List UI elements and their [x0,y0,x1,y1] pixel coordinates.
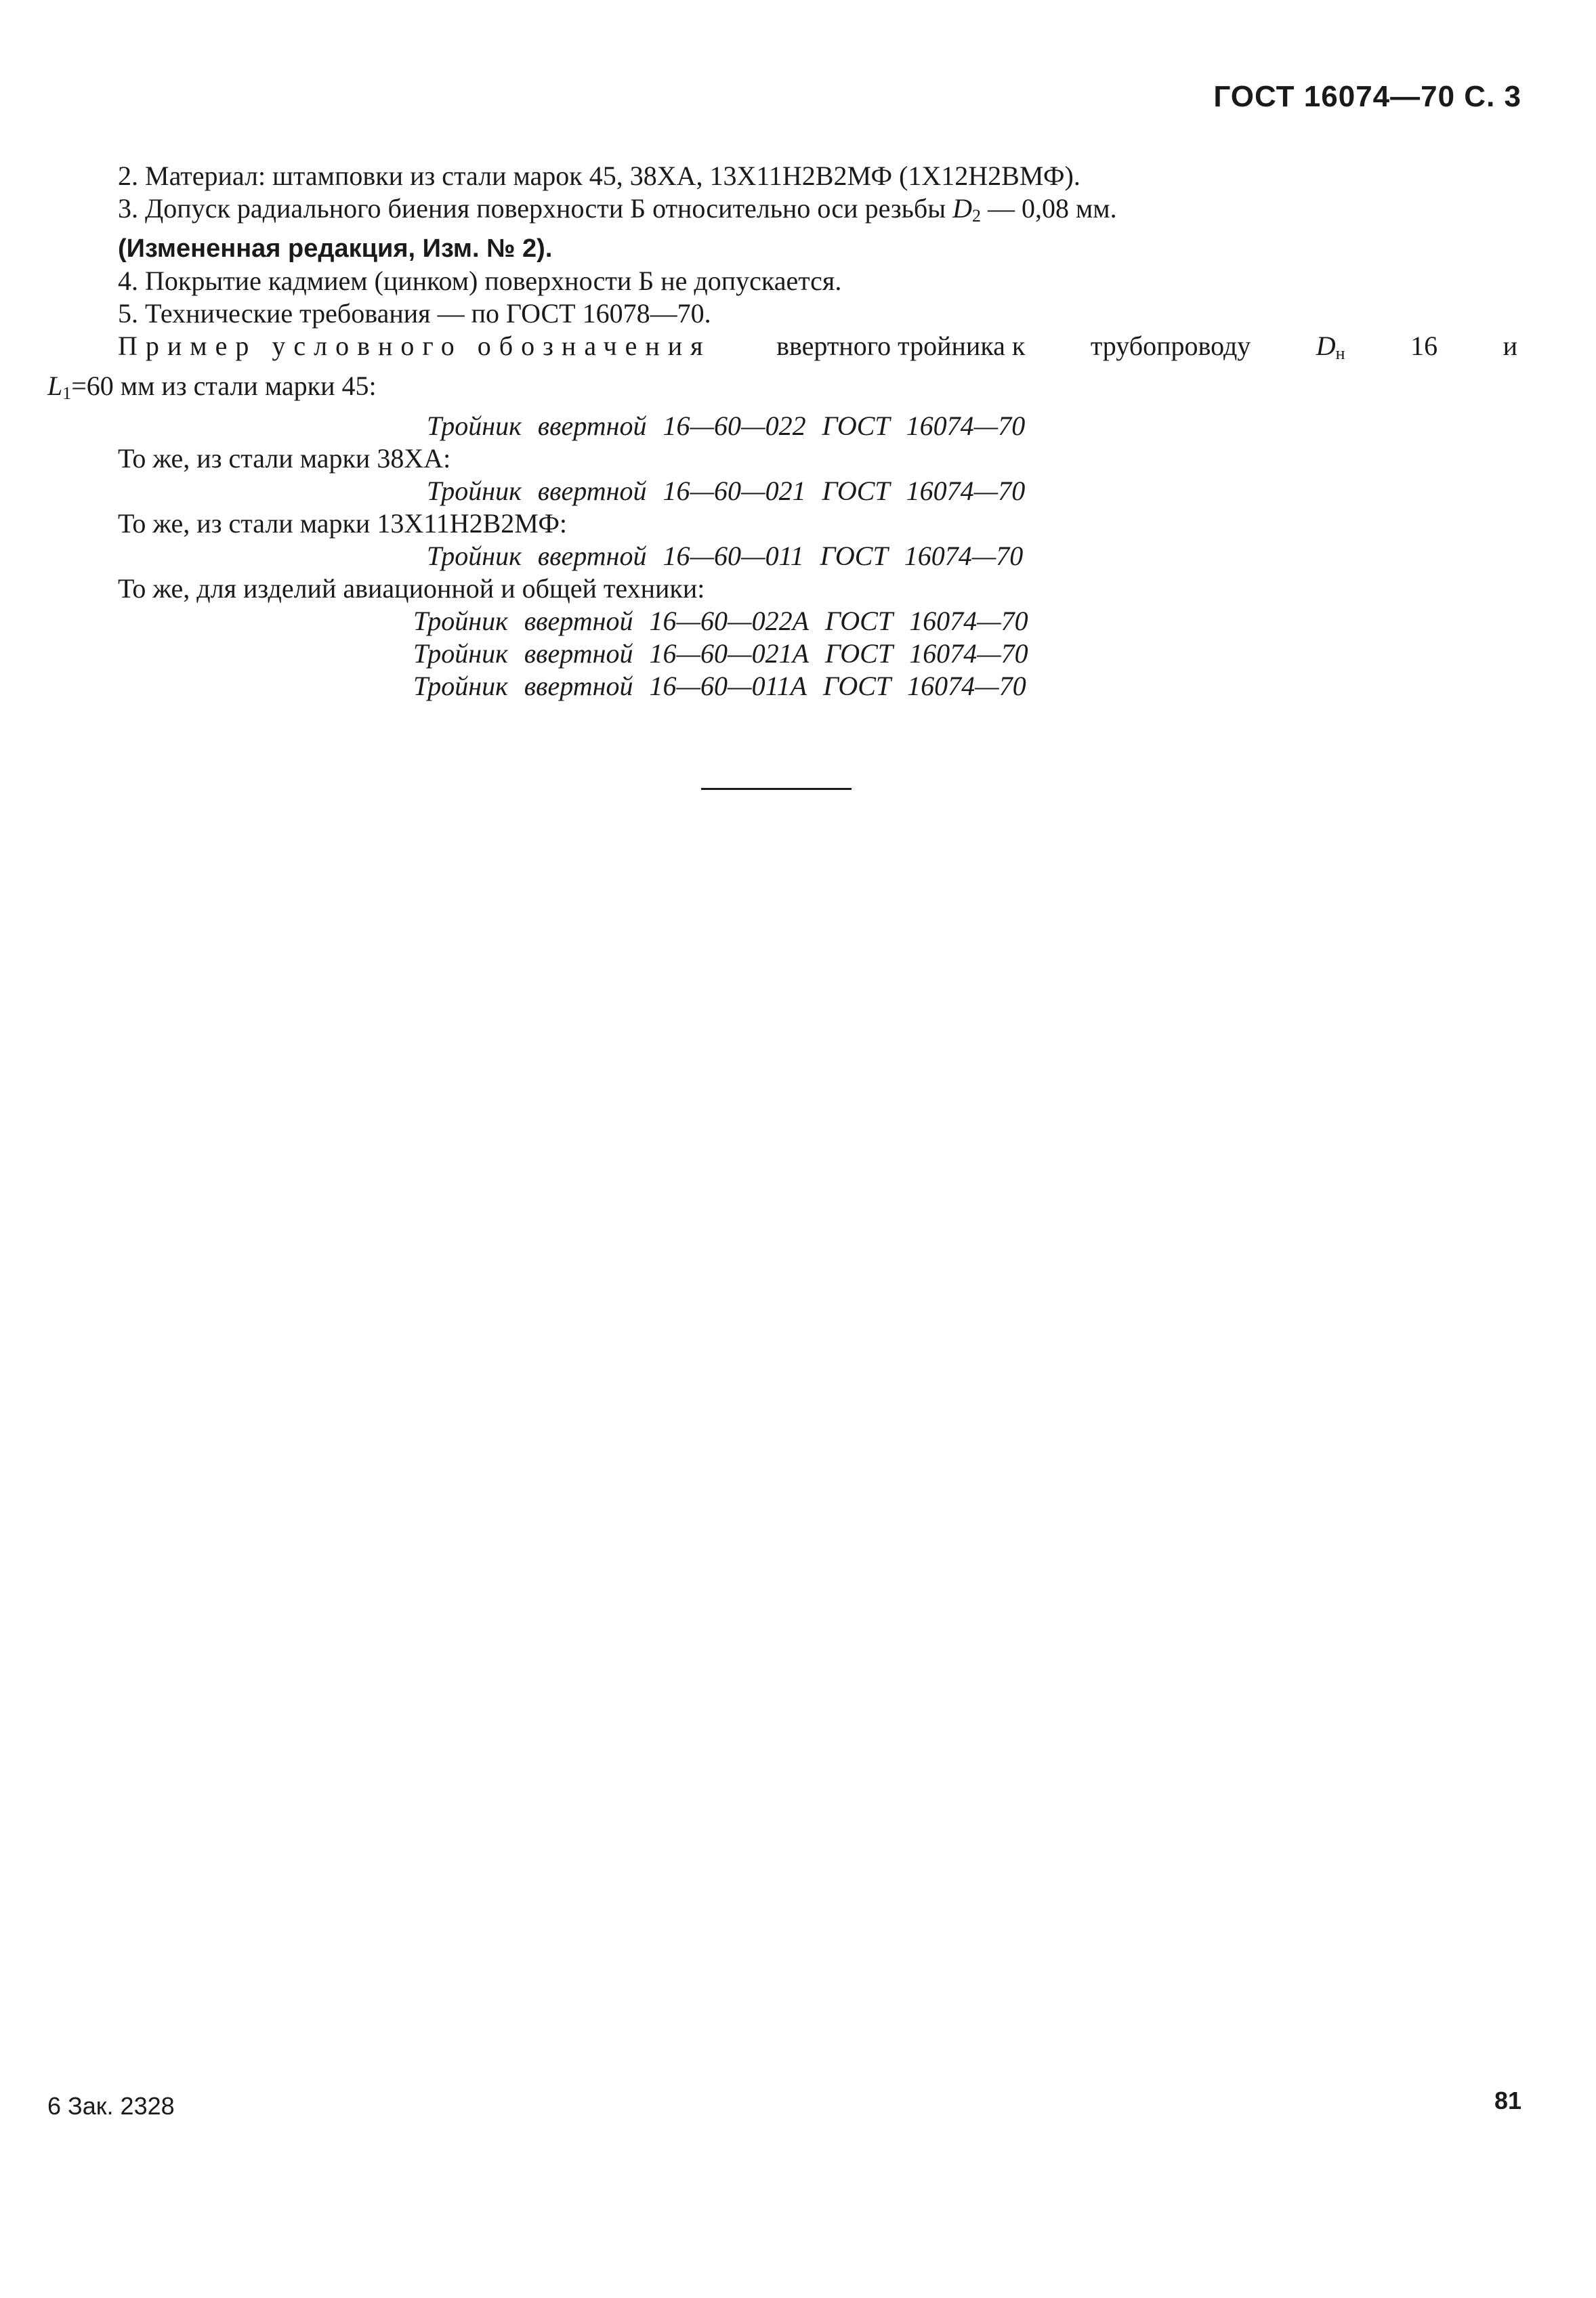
footer-order-number: 6 Зак. 2328 [47,2092,175,2120]
runout-var-sub: 2 [971,206,981,226]
same-aviation: То же, для изделий авиационной и общей техники: [118,573,705,604]
example-designation-1: Тройник ввертной 16—60—022 ГОСТ 16074—70 [427,411,1026,441]
designation-conj: и [1503,331,1517,361]
item-technical-requirements: 5. Технические требования — по ГОСТ 16078—70. [118,298,711,329]
footer-page-number: 81 [1494,2087,1521,2114]
document-body [47,160,1517,703]
runout-text-post: — 0,08 мм. [980,193,1117,224]
designation-dn-value: 16 [1410,331,1438,361]
dn-var: D [1316,331,1336,361]
example-designation-5: Тройник ввертной 16—60—021А ГОСТ 16074—70 [413,638,1028,669]
dn-var-sub: н [1335,343,1345,363]
same-steel-13x11: То же, из стали марки 13Х11Н2В2МФ: [118,508,568,539]
designation-l1-line [47,370,1517,410]
item-runout-tolerance [47,192,1517,232]
l1-var-sub: 1 [62,383,72,403]
amendment-note: (Измененная редакция, Изм. № 2). [118,234,553,263]
designation-intro [47,330,1517,370]
item-material: 2. Материал: штамповки из стали марок 45, 38ХА, 13Х11Н2В2МФ (1Х12Н2ВМФ). [118,161,1080,191]
l1-rest: =60 мм из стали марки 45: [71,371,377,401]
runout-text-pre: 3. Допуск радиального биения поверхности Б относительно оси резьбы [118,193,953,224]
example-designation-2: Тройник ввертной 16—60—021 ГОСТ 16074—70 [427,476,1026,506]
example-designation-4: Тройник ввертной 16—60—022А ГОСТ 16074—70 [413,606,1028,636]
page-header-title: ГОСТ 16074—70 С. 3 [1213,80,1521,113]
section-separator [701,788,852,790]
same-steel-38xa: То же, из стали марки 38ХА: [118,443,451,474]
example-designation-3: Тройник ввертной 16—60—011 ГОСТ 16074—70 [427,541,1024,571]
l1-var: L [47,371,63,401]
designation-intro-rest: ввертного тройника к [776,331,1026,361]
designation-dn [1316,330,1345,370]
runout-var: D [952,193,972,224]
designation-intro-spaced: Пример условного обозначения [118,331,711,361]
example-designation-6: Тройник ввертной 16—60—011А ГОСТ 16074—70 [413,671,1026,701]
item-coating: 4. Покрытие кадмием (цинком) поверхности Б не допускается. [118,266,842,296]
designation-intro-tail: трубопроводу [1090,331,1251,361]
